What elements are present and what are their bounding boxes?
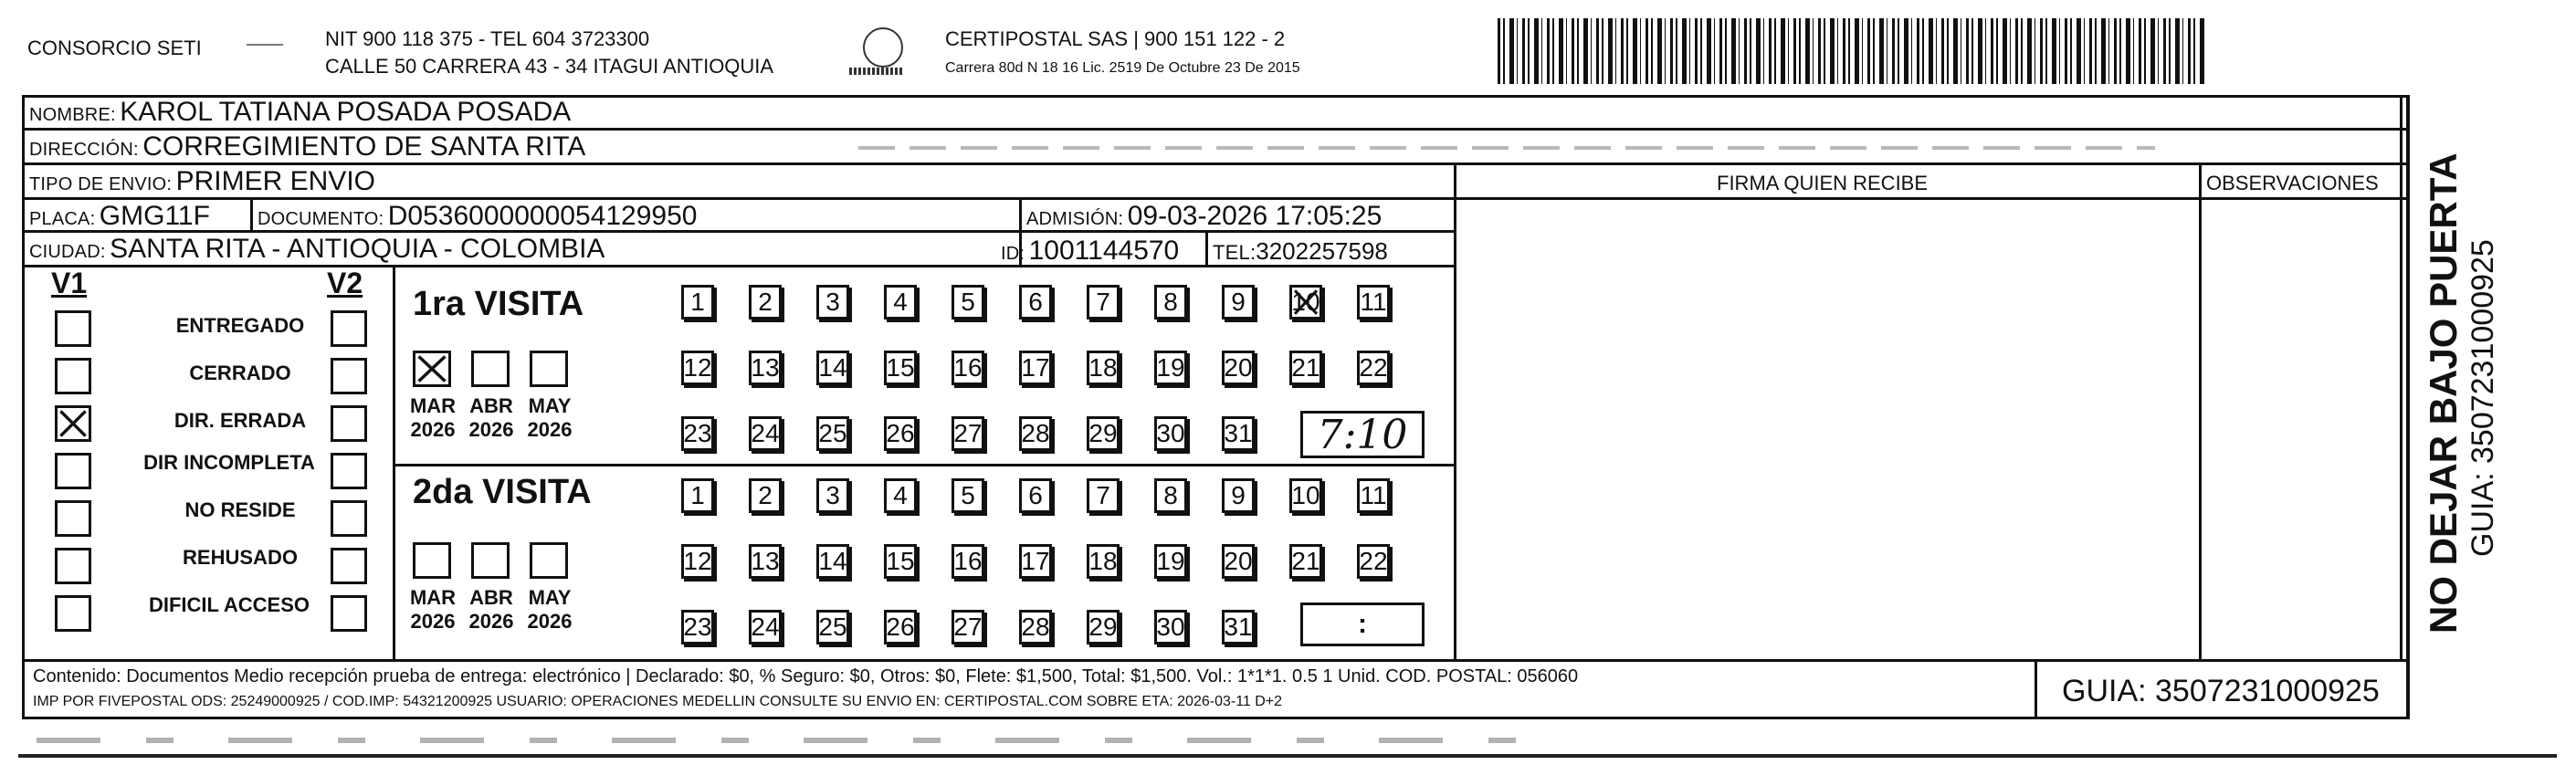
side-warning: NO DEJAR BAJO PUERTA <box>2422 152 2465 634</box>
row-line <box>393 464 1454 466</box>
ciudad-cell <box>29 234 605 265</box>
day-box-21[interactable]: 21 <box>1289 351 1322 385</box>
footer-line1: Contenido: Documentos Medio recepción prueba de entrega: electrónico | Declarado: $0, % Seguro: $0, Otros: $0, Flete: $1,500, Total: $1,500. Vol.: 1*1*1. 0.5 1 Unid. COD. POSTAL: 056060 <box>33 666 1579 686</box>
col-line <box>250 197 253 232</box>
day-box-6[interactable]: 6 <box>1019 285 1052 320</box>
checkbox-v2[interactable] <box>331 405 367 442</box>
reason-label: ENTREGADO <box>175 314 305 337</box>
second-visit-time[interactable]: : <box>1300 603 1425 646</box>
day-box-19[interactable]: 19 <box>1154 544 1187 579</box>
direccion-value: CORREGIMIENTO DE SANTA RITA <box>142 131 586 162</box>
month-checkbox-mar[interactable] <box>413 542 451 579</box>
day-box-25[interactable]: 25 <box>816 610 849 644</box>
tipo-value: PRIMER ENVIO <box>175 166 375 196</box>
observaciones-header: OBSERVACIONES <box>2206 172 2379 194</box>
barcode <box>1498 18 2205 84</box>
checkbox-v1[interactable] <box>55 453 91 489</box>
month-label: MAY 2026 <box>527 394 573 441</box>
day-box-26[interactable]: 26 <box>884 610 917 644</box>
tipo-row <box>29 166 375 197</box>
day-box-8[interactable]: 8 <box>1154 478 1187 513</box>
checkbox-v2[interactable] <box>331 453 367 489</box>
day-box-1[interactable]: 1 <box>681 285 714 320</box>
documento-value: D0536000000054129950 <box>387 201 698 231</box>
col-line <box>1454 162 1456 659</box>
checkbox-v1[interactable] <box>55 310 91 347</box>
admision-value: 09-03-2026 17:05:25 <box>1127 201 1383 231</box>
id-label: ID: <box>1001 244 1025 264</box>
bottom-marks <box>37 738 1552 743</box>
day-box-24[interactable]: 24 <box>749 610 782 644</box>
documento-cell <box>258 201 697 232</box>
day-box-17[interactable]: 17 <box>1019 544 1052 579</box>
v1-header: V1 <box>51 267 88 299</box>
reason-label: CERRADO <box>189 362 291 384</box>
logo-wordmark <box>849 68 904 75</box>
reason-label: DIR INCOMPLETA <box>143 451 315 474</box>
direccion-row <box>29 131 585 162</box>
row-line <box>22 162 2409 165</box>
month-checkbox-abr[interactable] <box>471 542 510 579</box>
frame-edge <box>2407 95 2410 719</box>
checkbox-v2[interactable] <box>331 548 367 584</box>
faint-dashes <box>858 146 2155 150</box>
day-box-18[interactable]: 18 <box>1087 351 1120 385</box>
day-box-27[interactable]: 27 <box>952 416 984 451</box>
row-line <box>22 197 2409 200</box>
bottom-edge <box>18 754 2557 758</box>
month-checkbox-may[interactable] <box>530 351 568 387</box>
month-label: ABR 2026 <box>468 394 514 441</box>
id-cell <box>1001 236 1179 267</box>
day-box-29[interactable]: 29 <box>1087 610 1120 644</box>
ciudad-value: SANTA RITA - ANTIOQUIA - COLOMBIA <box>110 234 605 264</box>
admision-cell <box>1026 201 1382 232</box>
nombre-label: NOMBRE: <box>29 105 116 125</box>
day-box-1[interactable]: 1 <box>681 478 714 513</box>
day-box-11[interactable]: 11 <box>1357 478 1390 513</box>
placa-value: GMG11F <box>99 201 210 231</box>
col-line <box>2199 162 2202 659</box>
day-box-19[interactable]: 19 <box>1154 351 1187 385</box>
first-visit-time[interactable]: 7:10 <box>1300 411 1425 458</box>
checkbox-v1[interactable] <box>55 595 91 632</box>
day-box-23[interactable]: 23 <box>681 610 714 644</box>
main-frame <box>22 95 2409 719</box>
address-line: CALLE 50 CARRERA 43 - 34 ITAGUI ANTIOQUIA <box>325 55 774 78</box>
decor-dash <box>247 44 283 46</box>
tel-value: 3202257598 <box>1256 237 1388 265</box>
nombre-value: KAROL TATIANA POSADA POSADA <box>120 97 572 127</box>
day-box-21[interactable]: 21 <box>1289 544 1322 579</box>
reason-label: DIFICIL ACCESO <box>148 593 310 616</box>
reason-label: NO RESIDE <box>184 498 296 521</box>
checkbox-v2[interactable] <box>331 310 367 347</box>
side-guia: GUIA: 3507231000925 <box>2466 239 2500 557</box>
day-box-23[interactable]: 23 <box>681 416 714 451</box>
col-line <box>2400 95 2403 659</box>
day-box-20[interactable]: 20 <box>1222 351 1255 385</box>
day-box-30[interactable]: 30 <box>1154 416 1187 451</box>
day-box-2[interactable]: 2 <box>749 285 782 320</box>
first-visit-title: 1ra VISITA <box>413 285 584 323</box>
day-box-14[interactable]: 14 <box>816 544 849 579</box>
day-box-12[interactable]: 12 <box>681 351 714 385</box>
day-box-26[interactable]: 26 <box>884 416 917 451</box>
nit-line: NIT 900 118 375 - TEL 604 3723300 <box>325 27 650 50</box>
checkbox-v1[interactable] <box>55 548 91 584</box>
month-checkbox-abr[interactable] <box>471 351 510 387</box>
certipostal-logo <box>863 27 903 68</box>
day-box-25[interactable]: 25 <box>816 416 849 451</box>
checkbox-v1[interactable] <box>55 405 91 442</box>
day-box-3[interactable]: 3 <box>816 478 849 513</box>
day-box-15[interactable]: 15 <box>884 351 917 385</box>
day-box-14[interactable]: 14 <box>816 351 849 385</box>
day-box-22[interactable]: 22 <box>1357 544 1390 579</box>
day-box-29[interactable]: 29 <box>1087 416 1120 451</box>
day-box-5[interactable]: 5 <box>952 285 984 320</box>
day-box-18[interactable]: 18 <box>1087 544 1120 579</box>
day-box-4[interactable]: 4 <box>884 285 917 320</box>
month-checkbox-may[interactable] <box>530 542 568 579</box>
day-box-5[interactable]: 5 <box>952 478 984 513</box>
day-box-4[interactable]: 4 <box>884 478 917 513</box>
courier-sub: Carrera 80d N 18 16 Lic. 2519 De Octubre 23 De 2015 <box>945 60 1300 76</box>
day-box-24[interactable]: 24 <box>749 416 782 451</box>
day-box-9[interactable]: 9 <box>1222 478 1255 513</box>
checkbox-v2[interactable] <box>331 358 367 394</box>
day-box-6[interactable]: 6 <box>1019 478 1052 513</box>
id-value: 1001144570 <box>1028 236 1180 266</box>
checkbox-v1[interactable] <box>55 358 91 394</box>
day-box-10[interactable]: 10 <box>1289 478 1322 513</box>
day-box-22[interactable]: 22 <box>1357 351 1390 385</box>
v2-header: V2 <box>327 267 363 299</box>
courier-line: CERTIPOSTAL SAS | 900 151 122 - 2 <box>945 27 1286 50</box>
day-box-12[interactable]: 12 <box>681 544 714 579</box>
month-label: MAR 2026 <box>409 586 457 633</box>
day-box-10[interactable]: 10 <box>1289 285 1322 320</box>
day-box-7[interactable]: 7 <box>1087 285 1120 320</box>
firma-header: FIRMA QUIEN RECIBE <box>1717 172 1929 194</box>
day-box-16[interactable]: 16 <box>952 351 984 385</box>
col-line <box>1205 230 1208 265</box>
day-box-31[interactable]: 31 <box>1222 610 1255 644</box>
day-box-9[interactable]: 9 <box>1222 285 1255 320</box>
col-line <box>2035 659 2037 719</box>
reason-label: DIR. ERRADA <box>173 409 307 432</box>
checkbox-v2[interactable] <box>331 595 367 632</box>
day-box-3[interactable]: 3 <box>816 285 849 320</box>
day-box-11[interactable]: 11 <box>1357 285 1390 320</box>
day-box-2[interactable]: 2 <box>749 478 782 513</box>
tel-label: TEL: <box>1213 241 1256 264</box>
day-box-13[interactable]: 13 <box>749 351 782 385</box>
ciudad-label: CIUDAD: <box>29 242 106 262</box>
day-box-27[interactable]: 27 <box>952 610 984 644</box>
direccion-label: DIRECCIÓN: <box>29 140 139 160</box>
day-box-31[interactable]: 31 <box>1222 416 1255 451</box>
month-label: ABR 2026 <box>468 586 514 633</box>
documento-label: DOCUMENTO: <box>258 209 384 229</box>
tipo-label: TIPO DE ENVIO: <box>29 174 173 194</box>
day-box-7[interactable]: 7 <box>1087 478 1120 513</box>
second-visit-title: 2da VISITA <box>413 473 592 511</box>
row-line <box>22 659 2409 662</box>
row-line <box>22 128 2409 131</box>
admision-label: ADMISIÓN: <box>1026 209 1124 229</box>
reason-label: REHUSADO <box>183 546 298 569</box>
col-line <box>393 265 395 659</box>
day-box-8[interactable]: 8 <box>1154 285 1187 320</box>
day-box-30[interactable]: 30 <box>1154 610 1187 644</box>
month-checkbox-mar[interactable] <box>413 351 451 387</box>
day-box-17[interactable]: 17 <box>1019 351 1052 385</box>
day-box-13[interactable]: 13 <box>749 544 782 579</box>
footer-guia: GUIA: 3507231000925 <box>2062 674 2380 708</box>
day-box-16[interactable]: 16 <box>952 544 984 579</box>
day-box-15[interactable]: 15 <box>884 544 917 579</box>
placa-label: PLACA: <box>29 209 96 229</box>
month-label: MAR 2026 <box>409 394 457 441</box>
day-box-28[interactable]: 28 <box>1019 416 1052 451</box>
month-label: MAY 2026 <box>527 586 573 633</box>
day-box-28[interactable]: 28 <box>1019 610 1052 644</box>
footer-line2: IMP POR FIVEPOSTAL ODS: 25249000925 / COD.IMP: 54321200925 USUARIO: OPERACIONES MEDELLIN CONSULTE SU ENVIO EN: CERTIPOSTAL.COM SOBRE ETA: 2026-03-11 D+2 <box>33 694 1283 709</box>
checkbox-v2[interactable] <box>331 500 367 537</box>
checkbox-v1[interactable] <box>55 500 91 537</box>
placa-cell <box>29 201 210 232</box>
nombre-row <box>29 97 571 128</box>
tel-cell <box>1213 237 1388 266</box>
day-box-20[interactable]: 20 <box>1222 544 1255 579</box>
company-name: CONSORCIO SETI <box>27 37 202 59</box>
